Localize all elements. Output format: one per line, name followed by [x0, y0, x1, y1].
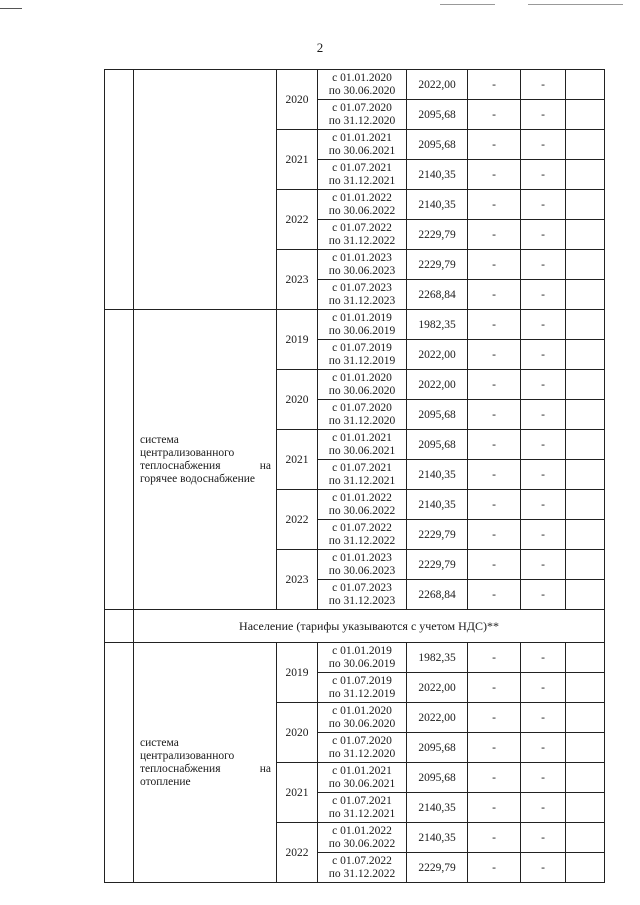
- year-cell: 2019: [277, 310, 318, 370]
- year-cell: 2022: [277, 190, 318, 250]
- empty-cell: [566, 160, 605, 190]
- row-number-cell: [105, 610, 134, 643]
- period-cell: [318, 190, 407, 220]
- year-cell: 2021: [277, 763, 318, 823]
- period-from: с 01.01.2021: [332, 131, 392, 144]
- empty-cell: [566, 190, 605, 220]
- period-cell: [318, 460, 407, 490]
- dash-cell: -: [521, 190, 566, 220]
- dash-cell: -: [468, 733, 521, 763]
- period-from: с 01.07.2021: [332, 794, 392, 807]
- dash-cell: -: [468, 520, 521, 550]
- tariff-value: 2140,35: [407, 793, 468, 823]
- empty-cell: [566, 520, 605, 550]
- tariff-value: 2229,79: [407, 550, 468, 580]
- tariff-value: 2140,35: [407, 160, 468, 190]
- tariff-value: 2268,84: [407, 280, 468, 310]
- dash-cell: -: [521, 280, 566, 310]
- dash-cell: -: [468, 250, 521, 280]
- period-to: по 31.12.2022: [328, 534, 396, 547]
- dash-cell: -: [468, 370, 521, 400]
- dash-cell: -: [521, 400, 566, 430]
- period-to: по 30.06.2021: [328, 777, 396, 790]
- table-row: [105, 70, 605, 100]
- system-name-cell: [134, 310, 277, 610]
- period-to: по 30.06.2021: [328, 444, 396, 457]
- dash-cell: -: [521, 733, 566, 763]
- system-name: система централизованного теплоснабжения на горячее водоснабжение: [140, 433, 271, 485]
- period-to: по 30.06.2019: [328, 324, 396, 337]
- period-cell: [318, 793, 407, 823]
- period-cell: [318, 643, 407, 673]
- tariff-value: 2095,68: [407, 733, 468, 763]
- dash-cell: -: [468, 340, 521, 370]
- empty-cell: [566, 580, 605, 610]
- empty-cell: [566, 310, 605, 340]
- row-number-cell: [105, 643, 134, 883]
- empty-cell: [566, 673, 605, 703]
- section-row: [105, 610, 605, 643]
- period-from: с 01.01.2019: [332, 644, 392, 657]
- dash-cell: -: [521, 220, 566, 250]
- empty-cell: [566, 70, 605, 100]
- dash-cell: -: [521, 100, 566, 130]
- dash-cell: -: [468, 763, 521, 793]
- dash-cell: -: [468, 190, 521, 220]
- period-to: по 30.06.2022: [328, 204, 396, 217]
- scan-artifact-line: [0, 8, 22, 9]
- period-to: по 31.12.2022: [328, 867, 396, 880]
- period-to: по 30.06.2020: [328, 84, 396, 97]
- period-from: с 01.07.2022: [332, 221, 392, 234]
- period-from: с 01.07.2023: [332, 281, 392, 294]
- dash-cell: -: [468, 550, 521, 580]
- tariff-value: 2140,35: [407, 490, 468, 520]
- period-from: с 01.01.2022: [332, 491, 392, 504]
- tariff-value: 2095,68: [407, 100, 468, 130]
- period-cell: [318, 733, 407, 763]
- period-cell: [318, 220, 407, 250]
- empty-cell: [566, 823, 605, 853]
- dash-cell: -: [521, 823, 566, 853]
- period-to: по 31.12.2021: [328, 474, 396, 487]
- period-cell: [318, 70, 407, 100]
- dash-cell: -: [521, 340, 566, 370]
- period-from: с 01.07.2021: [332, 461, 392, 474]
- period-to: по 31.12.2022: [328, 234, 396, 247]
- period-from: с 01.01.2021: [332, 431, 392, 444]
- tariff-value: 2140,35: [407, 190, 468, 220]
- period-to: по 30.06.2019: [328, 657, 396, 670]
- period-from: с 01.01.2020: [332, 704, 392, 717]
- period-to: по 31.12.2020: [328, 747, 396, 760]
- period-cell: [318, 763, 407, 793]
- dash-cell: -: [521, 550, 566, 580]
- row-number-cell: [105, 70, 134, 310]
- empty-cell: [566, 550, 605, 580]
- period-from: с 01.01.2020: [332, 371, 392, 384]
- period-from: с 01.07.2020: [332, 101, 392, 114]
- table-row: [105, 310, 605, 340]
- tariff-value: 2022,00: [407, 673, 468, 703]
- tariff-value: 2140,35: [407, 460, 468, 490]
- tariff-value: 2095,68: [407, 400, 468, 430]
- dash-cell: -: [468, 703, 521, 733]
- scan-artifact-line: [440, 4, 495, 5]
- tariff-value: 2022,00: [407, 70, 468, 100]
- period-cell: [318, 160, 407, 190]
- year-cell: 2022: [277, 823, 318, 883]
- table-row: [105, 643, 605, 673]
- dash-cell: -: [521, 430, 566, 460]
- system-name: система централизованного теплоснабжения на отопление: [140, 736, 271, 788]
- dash-cell: -: [468, 70, 521, 100]
- period-cell: [318, 100, 407, 130]
- dash-cell: -: [521, 130, 566, 160]
- year-cell: 2020: [277, 70, 318, 130]
- dash-cell: -: [468, 130, 521, 160]
- period-cell: [318, 280, 407, 310]
- scan-artifact-line: [528, 4, 623, 5]
- tariff-value: 2022,00: [407, 370, 468, 400]
- system-name-cell: [134, 643, 277, 883]
- tariff-value: 2268,84: [407, 580, 468, 610]
- dash-cell: -: [468, 460, 521, 490]
- year-cell: 2023: [277, 550, 318, 610]
- period-to: по 31.12.2020: [328, 414, 396, 427]
- dash-cell: -: [521, 160, 566, 190]
- empty-cell: [566, 370, 605, 400]
- empty-cell: [566, 793, 605, 823]
- period-from: с 01.01.2022: [332, 191, 392, 204]
- period-cell: [318, 310, 407, 340]
- dash-cell: -: [468, 490, 521, 520]
- dash-cell: -: [521, 460, 566, 490]
- period-cell: [318, 853, 407, 883]
- year-cell: 2019: [277, 643, 318, 703]
- page-number: 2: [316, 40, 324, 55]
- period-cell: [318, 580, 407, 610]
- dash-cell: -: [468, 160, 521, 190]
- tariff-value: 2095,68: [407, 430, 468, 460]
- dash-cell: -: [521, 580, 566, 610]
- period-from: с 01.07.2019: [332, 341, 392, 354]
- dash-cell: -: [521, 853, 566, 883]
- period-from: с 01.07.2022: [332, 521, 392, 534]
- period-from: с 01.01.2023: [332, 551, 392, 564]
- dash-cell: -: [468, 643, 521, 673]
- period-cell: [318, 370, 407, 400]
- dash-cell: -: [468, 310, 521, 340]
- dash-cell: -: [468, 853, 521, 883]
- empty-cell: [566, 460, 605, 490]
- year-cell: 2022: [277, 490, 318, 550]
- period-from: с 01.07.2022: [332, 854, 392, 867]
- empty-cell: [566, 703, 605, 733]
- tariff-value: 1982,35: [407, 310, 468, 340]
- period-from: с 01.01.2019: [332, 311, 392, 324]
- year-cell: 2020: [277, 370, 318, 430]
- empty-cell: [566, 643, 605, 673]
- period-to: по 31.12.2020: [328, 114, 396, 127]
- dash-cell: -: [468, 430, 521, 460]
- tariff-value: 1982,35: [407, 643, 468, 673]
- period-cell: [318, 130, 407, 160]
- empty-cell: [566, 280, 605, 310]
- dash-cell: -: [521, 643, 566, 673]
- period-to: по 31.12.2019: [328, 354, 396, 367]
- period-to: по 31.12.2023: [328, 594, 396, 607]
- tariff-value: 2229,79: [407, 853, 468, 883]
- period-cell: [318, 490, 407, 520]
- dash-cell: -: [468, 580, 521, 610]
- tariff-value: 2022,00: [407, 340, 468, 370]
- dash-cell: -: [521, 520, 566, 550]
- section-title: Население (тарифы указываются с учетом НДС)**: [134, 610, 605, 643]
- system-name-cell: [134, 70, 277, 310]
- period-to: по 31.12.2021: [328, 174, 396, 187]
- period-to: по 30.06.2021: [328, 144, 396, 157]
- tariff-value: 2140,35: [407, 823, 468, 853]
- tariff-value: 2022,00: [407, 703, 468, 733]
- empty-cell: [566, 853, 605, 883]
- period-to: по 30.06.2022: [328, 837, 396, 850]
- year-cell: 2021: [277, 430, 318, 490]
- period-cell: [318, 673, 407, 703]
- dash-cell: -: [468, 280, 521, 310]
- period-cell: [318, 703, 407, 733]
- period-to: по 30.06.2020: [328, 384, 396, 397]
- dash-cell: -: [468, 673, 521, 703]
- empty-cell: [566, 490, 605, 520]
- dash-cell: -: [521, 490, 566, 520]
- row-number-cell: [105, 310, 134, 610]
- dash-cell: -: [521, 70, 566, 100]
- period-from: с 01.07.2021: [332, 161, 392, 174]
- empty-cell: [566, 400, 605, 430]
- dash-cell: -: [521, 673, 566, 703]
- dash-cell: -: [468, 220, 521, 250]
- empty-cell: [566, 763, 605, 793]
- period-to: по 31.12.2019: [328, 687, 396, 700]
- empty-cell: [566, 220, 605, 250]
- dash-cell: -: [468, 793, 521, 823]
- period-from: с 01.01.2020: [332, 71, 392, 84]
- empty-cell: [566, 250, 605, 280]
- tariff-value: 2229,79: [407, 220, 468, 250]
- empty-cell: [566, 100, 605, 130]
- period-cell: [318, 550, 407, 580]
- tariff-table: [104, 69, 605, 883]
- period-from: с 01.01.2022: [332, 824, 392, 837]
- dash-cell: -: [521, 763, 566, 793]
- period-from: с 01.01.2021: [332, 764, 392, 777]
- year-cell: 2020: [277, 703, 318, 763]
- period-to: по 30.06.2023: [328, 564, 396, 577]
- tariff-value: 2229,79: [407, 520, 468, 550]
- period-from: с 01.07.2023: [332, 581, 392, 594]
- period-from: с 01.07.2020: [332, 734, 392, 747]
- period-cell: [318, 823, 407, 853]
- period-cell: [318, 520, 407, 550]
- dash-cell: -: [521, 310, 566, 340]
- dash-cell: -: [468, 100, 521, 130]
- tariff-value: 2229,79: [407, 250, 468, 280]
- period-cell: [318, 340, 407, 370]
- period-to: по 30.06.2020: [328, 717, 396, 730]
- tariff-value: 2095,68: [407, 763, 468, 793]
- year-cell: 2021: [277, 130, 318, 190]
- period-to: по 31.12.2023: [328, 294, 396, 307]
- period-cell: [318, 400, 407, 430]
- empty-cell: [566, 430, 605, 460]
- period-to: по 31.12.2021: [328, 807, 396, 820]
- dash-cell: -: [521, 793, 566, 823]
- period-from: с 01.01.2023: [332, 251, 392, 264]
- empty-cell: [566, 130, 605, 160]
- dash-cell: -: [468, 823, 521, 853]
- tariff-value: 2095,68: [407, 130, 468, 160]
- year-cell: 2023: [277, 250, 318, 310]
- period-cell: [318, 250, 407, 280]
- period-from: с 01.07.2019: [332, 674, 392, 687]
- empty-cell: [566, 340, 605, 370]
- period-from: с 01.07.2020: [332, 401, 392, 414]
- dash-cell: -: [468, 400, 521, 430]
- dash-cell: -: [521, 370, 566, 400]
- empty-cell: [566, 733, 605, 763]
- dash-cell: -: [521, 703, 566, 733]
- period-to: по 30.06.2022: [328, 504, 396, 517]
- period-to: по 30.06.2023: [328, 264, 396, 277]
- dash-cell: -: [521, 250, 566, 280]
- period-cell: [318, 430, 407, 460]
